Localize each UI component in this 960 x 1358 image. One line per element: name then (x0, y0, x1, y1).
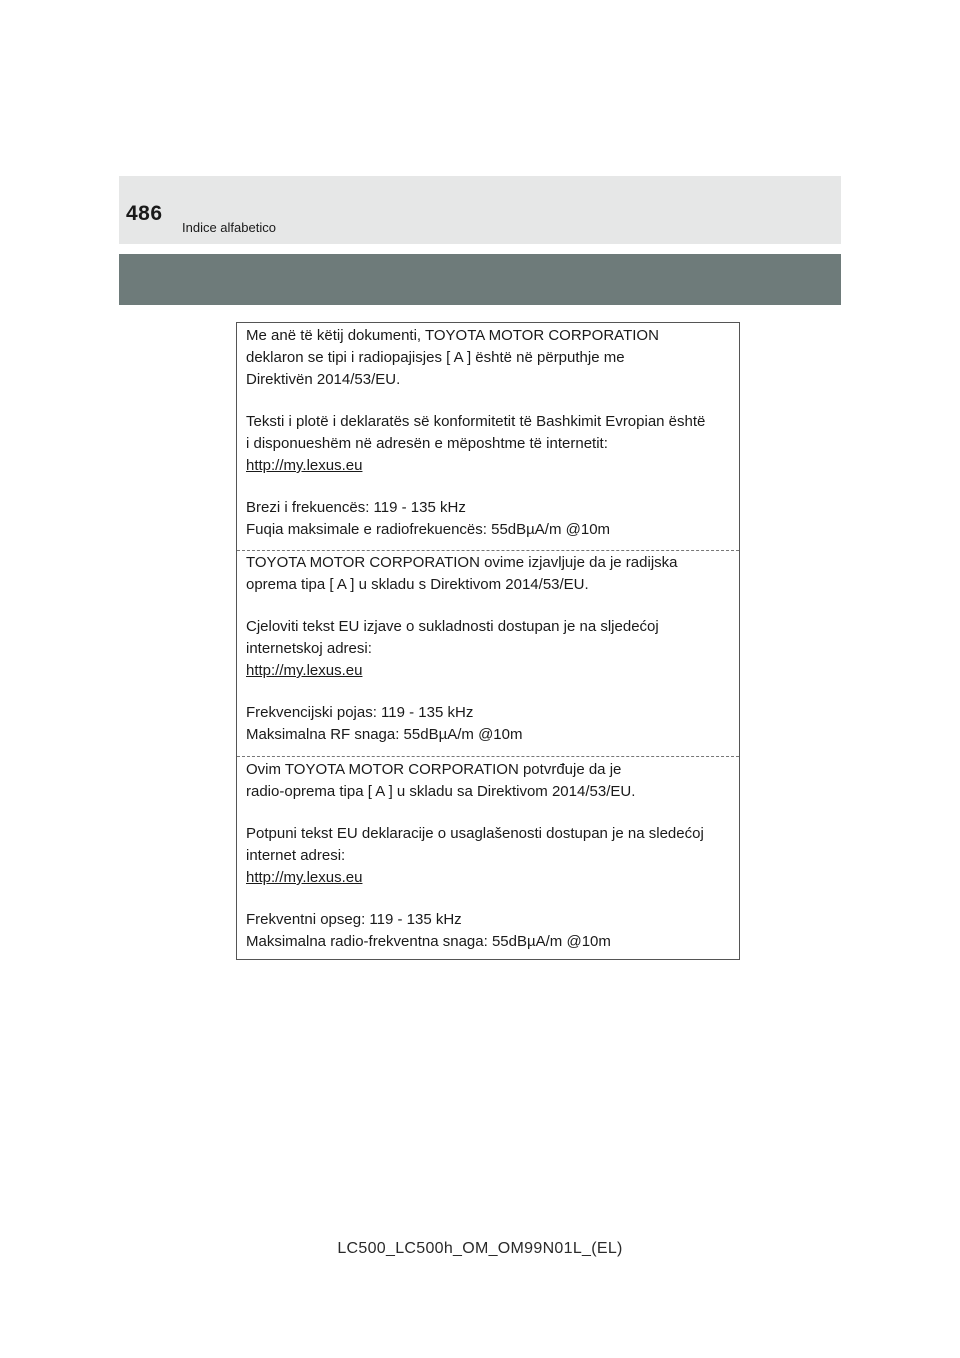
statement-line: Direktivën 2014/53/EU. (246, 371, 401, 388)
spec-line: Maksimalna RF snaga: 55dBµA/m @10m (246, 726, 523, 743)
full-text-line: internetskoj adresi: (246, 640, 372, 657)
declaration-serbian (237, 759, 739, 953)
full-text-line: internet adresi: (246, 847, 346, 864)
declaration-box (236, 322, 740, 960)
page-number: 486 (126, 202, 163, 225)
full-text-line: Potpuni tekst EU deklaracije o usaglašenosti dostupan je na sledećoj (246, 825, 704, 842)
spec-line: Frekventni opseg: 119 - 135 kHz (246, 911, 462, 928)
spec-line: Maksimalna radio-frekventna snaga: 55dBµA/m @10m (246, 933, 611, 950)
header-band (119, 254, 841, 305)
document-code: LC500_LC500h_OM_OM99N01L_(EL) (337, 1240, 623, 1257)
section-title: Indice alfabetico (182, 220, 276, 235)
section-divider (237, 756, 739, 757)
statement-line: radio-oprema tipa [ A ] u skladu sa Direktivom 2014/53/EU. (246, 783, 636, 800)
statement-line: deklaron se tipi i radiopajisjes [ A ] është në përputhje me (246, 349, 625, 366)
declaration-link[interactable]: http://my.lexus.eu (246, 662, 363, 679)
statement-line: oprema tipa [ A ] u skladu s Direktivom 2014/53/EU. (246, 576, 589, 593)
spec-line: Fuqia maksimale e radiofrekuencës: 55dBµA/m @10m (246, 521, 611, 538)
statement-line: TOYOTA MOTOR CORPORATION ovime izjavljuje da je radijska (246, 554, 678, 571)
full-text-line: i disponueshëm në adresën e mëposhtme të internetit: (246, 435, 608, 452)
declaration-link[interactable]: http://my.lexus.eu (246, 869, 363, 886)
statement-line: Me anë të këtij dokumenti, TOYOTA MOTOR CORPORATION (246, 327, 659, 344)
spec-line: Frekvencijski pojas: 119 - 135 kHz (246, 704, 474, 721)
spec-line: Brezi i frekuencës: 119 - 135 kHz (246, 499, 466, 516)
declaration-albanian (237, 325, 739, 541)
full-text-line: Teksti i plotë i deklaratës së konformitetit të Bashkimit Evropian është (246, 413, 706, 430)
section-divider (237, 550, 739, 551)
declaration-link[interactable]: http://my.lexus.eu (246, 457, 363, 474)
full-text-line: Cjeloviti tekst EU izjave o sukladnosti dostupan je na sljedećoj (246, 618, 659, 635)
declaration-croatian (237, 552, 739, 746)
statement-line: Ovim TOYOTA MOTOR CORPORATION potvrđuje da je (246, 761, 622, 778)
